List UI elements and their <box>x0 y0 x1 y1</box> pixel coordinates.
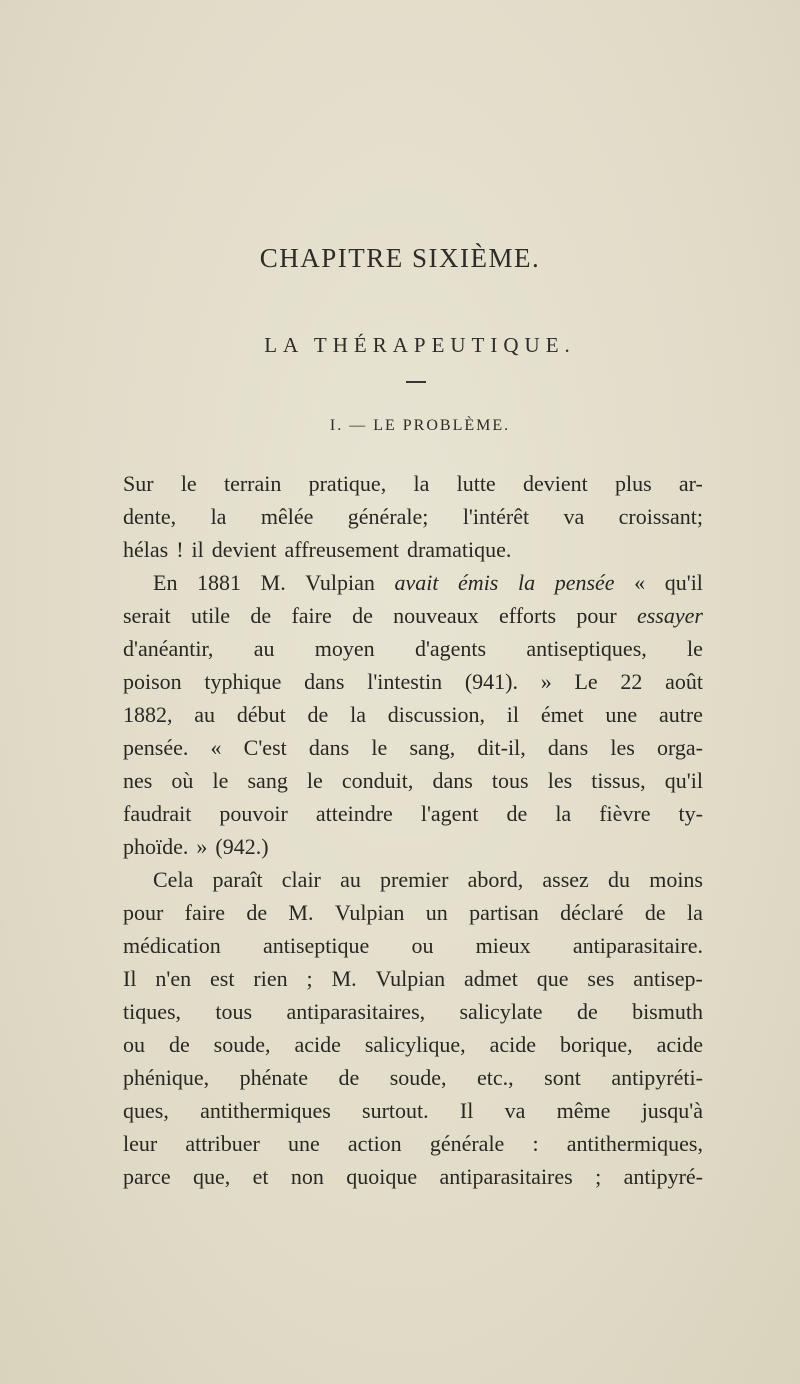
word: médication <box>123 933 221 958</box>
word: phénique, <box>123 1065 210 1090</box>
word: émet <box>540 702 584 727</box>
word: antipyréti- <box>611 1065 703 1090</box>
word: ! <box>176 537 184 562</box>
word: les <box>547 768 573 793</box>
chapter-title: CHAPITRE SIXIÈME. <box>259 243 541 273</box>
word: antiparasitaire. <box>572 933 703 958</box>
word: ques, <box>123 1098 169 1123</box>
word: borique, <box>559 1032 633 1057</box>
word: Cela <box>153 867 194 892</box>
word: le <box>687 636 703 661</box>
word: l'agent <box>420 801 479 826</box>
word: affreusement <box>284 537 399 562</box>
word: de <box>352 603 373 628</box>
word: dente, <box>123 504 177 529</box>
word: premier <box>380 867 449 892</box>
word: pensée. <box>123 735 189 760</box>
word: dans <box>308 735 350 760</box>
word: 22 <box>620 669 643 694</box>
text-line <box>123 500 703 533</box>
word: M. <box>331 966 357 991</box>
word: » <box>540 669 552 694</box>
word: terrain <box>223 471 282 496</box>
word: moins <box>649 867 703 892</box>
word: il <box>191 537 204 562</box>
word: M. <box>260 570 286 595</box>
word: salicylique, <box>364 1032 466 1057</box>
word: de <box>506 801 528 826</box>
text-line <box>123 830 703 863</box>
word: de <box>250 603 272 628</box>
word: tiques, <box>123 999 182 1024</box>
text-line <box>123 962 703 995</box>
word: M. <box>288 900 314 925</box>
word: abord, <box>467 867 524 892</box>
word: n'en <box>155 966 192 991</box>
text-line <box>123 797 703 830</box>
word: que, <box>193 1164 231 1189</box>
word: efforts <box>499 603 557 628</box>
text-line <box>123 731 703 764</box>
word: faudrait <box>123 801 192 826</box>
word: mieux <box>475 933 531 958</box>
word: dramatique. <box>406 537 512 562</box>
word: au <box>340 867 361 892</box>
word: dans <box>304 669 345 694</box>
word: il <box>506 702 520 727</box>
word: dans <box>547 735 589 760</box>
word: 1882, <box>123 702 173 727</box>
word: rien <box>253 966 288 991</box>
text-line <box>123 632 703 665</box>
word: poison <box>123 669 182 694</box>
word: utile <box>190 603 231 628</box>
word: de <box>338 1065 360 1090</box>
word: est <box>210 966 235 991</box>
word: va <box>563 504 585 529</box>
word: antisep- <box>633 966 703 991</box>
word: assez <box>542 867 589 892</box>
text-line <box>123 467 703 500</box>
word: quoique <box>346 1164 418 1189</box>
word: admet <box>464 966 518 991</box>
text-line <box>123 1028 703 1061</box>
word: d'agents <box>414 636 487 661</box>
word: serait <box>123 603 171 628</box>
word: Il <box>123 966 137 991</box>
text-line <box>123 929 703 962</box>
word: sang <box>247 768 288 793</box>
word: tissus, <box>591 768 646 793</box>
word: ses <box>587 966 615 991</box>
word: (942.) <box>215 834 269 859</box>
word: : <box>532 1131 539 1156</box>
word: avait <box>394 570 439 595</box>
word: discussion, <box>387 702 485 727</box>
word: début <box>236 702 286 727</box>
word: pouvoir <box>219 801 288 826</box>
word: devient <box>522 471 588 496</box>
word: surtout. <box>362 1098 429 1123</box>
text-line <box>123 896 703 929</box>
word: devient <box>211 537 277 562</box>
word: ; <box>595 1164 602 1189</box>
word: tous <box>215 999 253 1024</box>
word: paraît <box>212 867 263 892</box>
word: générale; <box>347 504 429 529</box>
word: le <box>371 735 388 760</box>
word: autre <box>658 702 703 727</box>
word: de <box>246 900 268 925</box>
word: Vulpian <box>305 570 375 595</box>
word: phénate <box>239 1065 309 1090</box>
word: En <box>153 570 178 595</box>
word: mêlée <box>260 504 314 529</box>
word: antiseptique <box>262 933 370 958</box>
word: Le <box>574 669 598 694</box>
word: 1881 <box>197 570 242 595</box>
word: pour <box>576 603 617 628</box>
word: de <box>644 900 666 925</box>
word: ou <box>123 1032 145 1057</box>
subsection-title: I. — LE PROBLÈME. <box>329 417 511 434</box>
word: ; <box>306 966 313 991</box>
word: le <box>212 768 229 793</box>
word: salicylate <box>459 999 543 1024</box>
word: antiparasitaires <box>439 1164 573 1189</box>
word: Vulpian <box>375 966 446 991</box>
word: ou <box>411 933 434 958</box>
word: au <box>253 636 275 661</box>
word: ar- <box>678 471 703 496</box>
word: « <box>210 735 222 760</box>
word: hélas <box>123 537 169 562</box>
word: que <box>536 966 569 991</box>
text-line <box>123 995 703 1028</box>
word: de <box>307 702 329 727</box>
word: « <box>634 570 646 595</box>
word: émis <box>458 570 499 595</box>
word: tous <box>491 768 529 793</box>
word: antithermiques, <box>566 1131 703 1156</box>
word: déclaré <box>560 900 624 925</box>
word: jusqu'à <box>641 1098 703 1123</box>
word: fièvre <box>599 801 651 826</box>
word: générale <box>429 1131 505 1156</box>
word: sont <box>544 1065 581 1090</box>
word: nes <box>123 768 153 793</box>
word: ty- <box>678 801 703 826</box>
word: phoïde. <box>123 834 189 859</box>
word: la <box>350 702 366 727</box>
word: qu'il <box>664 570 703 595</box>
word: au <box>194 702 216 727</box>
word: dit-il, <box>477 735 526 760</box>
word: Sur <box>123 471 154 496</box>
word: clair <box>281 867 321 892</box>
word: Il <box>459 1098 474 1123</box>
word: antipyré- <box>623 1164 703 1189</box>
word: la <box>413 471 430 496</box>
word: essayer <box>636 603 703 628</box>
word: leur <box>123 1131 158 1156</box>
word: atteindre <box>315 801 393 826</box>
word: faire <box>184 900 225 925</box>
text-line <box>123 764 703 797</box>
word: août <box>665 669 703 694</box>
word: antiseptiques, <box>526 636 647 661</box>
word: une <box>288 1131 320 1156</box>
word: et <box>252 1164 269 1189</box>
word: acide <box>656 1032 703 1057</box>
word: soude, <box>213 1032 271 1057</box>
word: action <box>347 1131 402 1156</box>
word: (941). <box>464 669 518 694</box>
word: la <box>517 570 536 595</box>
word: lutte <box>456 471 496 496</box>
word: où <box>171 768 194 793</box>
word: d'anéantir, <box>123 636 214 661</box>
word: acide <box>489 1032 536 1057</box>
word: attribuer <box>185 1131 260 1156</box>
word: conduit, <box>341 768 414 793</box>
word: moyen <box>314 636 375 661</box>
word: parce <box>123 1164 171 1189</box>
word: un <box>425 900 448 925</box>
word: acide <box>294 1032 341 1057</box>
word: typhique <box>204 669 282 694</box>
text-line <box>123 566 703 599</box>
word: même <box>556 1098 611 1123</box>
word: sang, <box>409 735 456 760</box>
text-line <box>123 533 703 566</box>
word: etc., <box>477 1065 514 1090</box>
word: du <box>608 867 631 892</box>
section-divider <box>406 381 426 383</box>
word: l'intestin <box>367 669 443 694</box>
word: dans <box>432 768 473 793</box>
word: le <box>306 768 323 793</box>
text-line <box>123 1160 703 1193</box>
word: plus <box>614 471 652 496</box>
word: croissant; <box>618 504 703 529</box>
text-line <box>123 1094 703 1127</box>
word: les <box>610 735 635 760</box>
section-title: LA THÉRAPEUTIQUE. <box>264 333 576 357</box>
word: va <box>504 1098 526 1123</box>
word: de <box>168 1032 190 1057</box>
text-line <box>123 599 703 632</box>
word: C'est <box>243 735 287 760</box>
word: le <box>180 471 197 496</box>
word: pratique, <box>308 471 387 496</box>
text-line <box>123 863 703 896</box>
word: Vulpian <box>334 900 405 925</box>
word: soude, <box>389 1065 447 1090</box>
word: faire <box>291 603 332 628</box>
word: pour <box>123 900 164 925</box>
word: nouveaux <box>393 603 479 628</box>
word: » <box>196 834 208 859</box>
text-line <box>123 1061 703 1094</box>
word: la <box>687 900 703 925</box>
text-line <box>123 1127 703 1160</box>
word: de <box>576 999 598 1024</box>
word: orga- <box>656 735 703 760</box>
word: antithermiques <box>200 1098 331 1123</box>
word: une <box>605 702 638 727</box>
text-line <box>123 698 703 731</box>
word: qu'il <box>664 768 703 793</box>
word: bismuth <box>632 999 703 1024</box>
word: partisan <box>469 900 539 925</box>
word: pensée <box>554 570 615 595</box>
word: la <box>555 801 572 826</box>
word: antiparasitaires, <box>286 999 426 1024</box>
body-text <box>123 467 703 1193</box>
text-line <box>123 665 703 698</box>
word: l'intérêt <box>462 504 530 529</box>
word: la <box>210 504 227 529</box>
word: non <box>290 1164 324 1189</box>
